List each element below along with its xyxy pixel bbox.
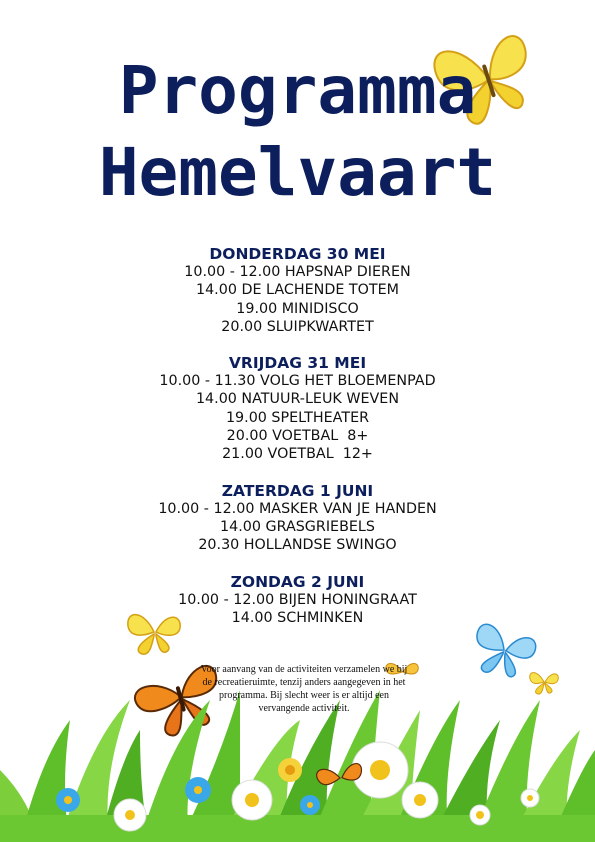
title-line-1: Programma (118, 52, 477, 129)
event-item: 10.00 - 12.00 HAPSNAP DIEREN (184, 264, 411, 280)
day-heading: DONDERDAG 30 MEI (209, 245, 386, 263)
day-block-friday (0, 354, 595, 463)
event-item: 10.00 - 12.00 BIJEN HONINGRAAT (178, 591, 417, 608)
event-item: 20.30 HOLLANDSE SWINGO (198, 537, 397, 554)
small-yellow-butterfly-icon (530, 673, 559, 695)
event-item: 14.00 DE LACHENDE TOTEM (195, 282, 400, 299)
event-item: 20.00 SLUIPKWARTET (221, 318, 374, 335)
note-line: programma. Bij slecht weer is er altijd een (219, 690, 389, 701)
event-item: 10.00 - 11.30 VOLG HET BLOEMENPAD (159, 373, 436, 390)
day-heading: VRIJDAG 31 MEI (228, 354, 367, 373)
day-heading: ZATERDAG 1 JUNI (221, 481, 374, 500)
event-item: 10.00 - 12.00 MASKER VAN JE HANDEN (158, 500, 437, 517)
event-item: 14.00 GRASGRIEBELS (220, 518, 375, 535)
title-line-2: Hemelvaart (98, 134, 497, 211)
day-block-saturday (0, 482, 595, 555)
day-heading: ZONDAG 2 JUNI (230, 572, 365, 591)
event-item: 19.00 SPELTHEATER (225, 409, 370, 426)
note-line: vervangende activiteit. (258, 703, 350, 714)
event-item: 20.00 VOETBAL 8+ (226, 428, 369, 445)
event-item: 19.00 MINIDISCO (236, 300, 359, 317)
event-item: 14.00 NATUUR-LEUK WEVEN (195, 391, 400, 408)
note-line: de recreatieruimte, tenzij anders aangegeven in het (202, 677, 406, 688)
day-block-thursday (0, 245, 595, 336)
event-item: 21.00 VOETBAL 12+ (222, 446, 373, 463)
info-note (172, 663, 436, 715)
note-line: Voor aanvang van de activiteiten verzamelen we bij (200, 664, 408, 675)
event-item: 14.00 SCHMINKEN (231, 609, 364, 626)
program-schedule (0, 245, 595, 645)
day-block-sunday (0, 573, 595, 628)
